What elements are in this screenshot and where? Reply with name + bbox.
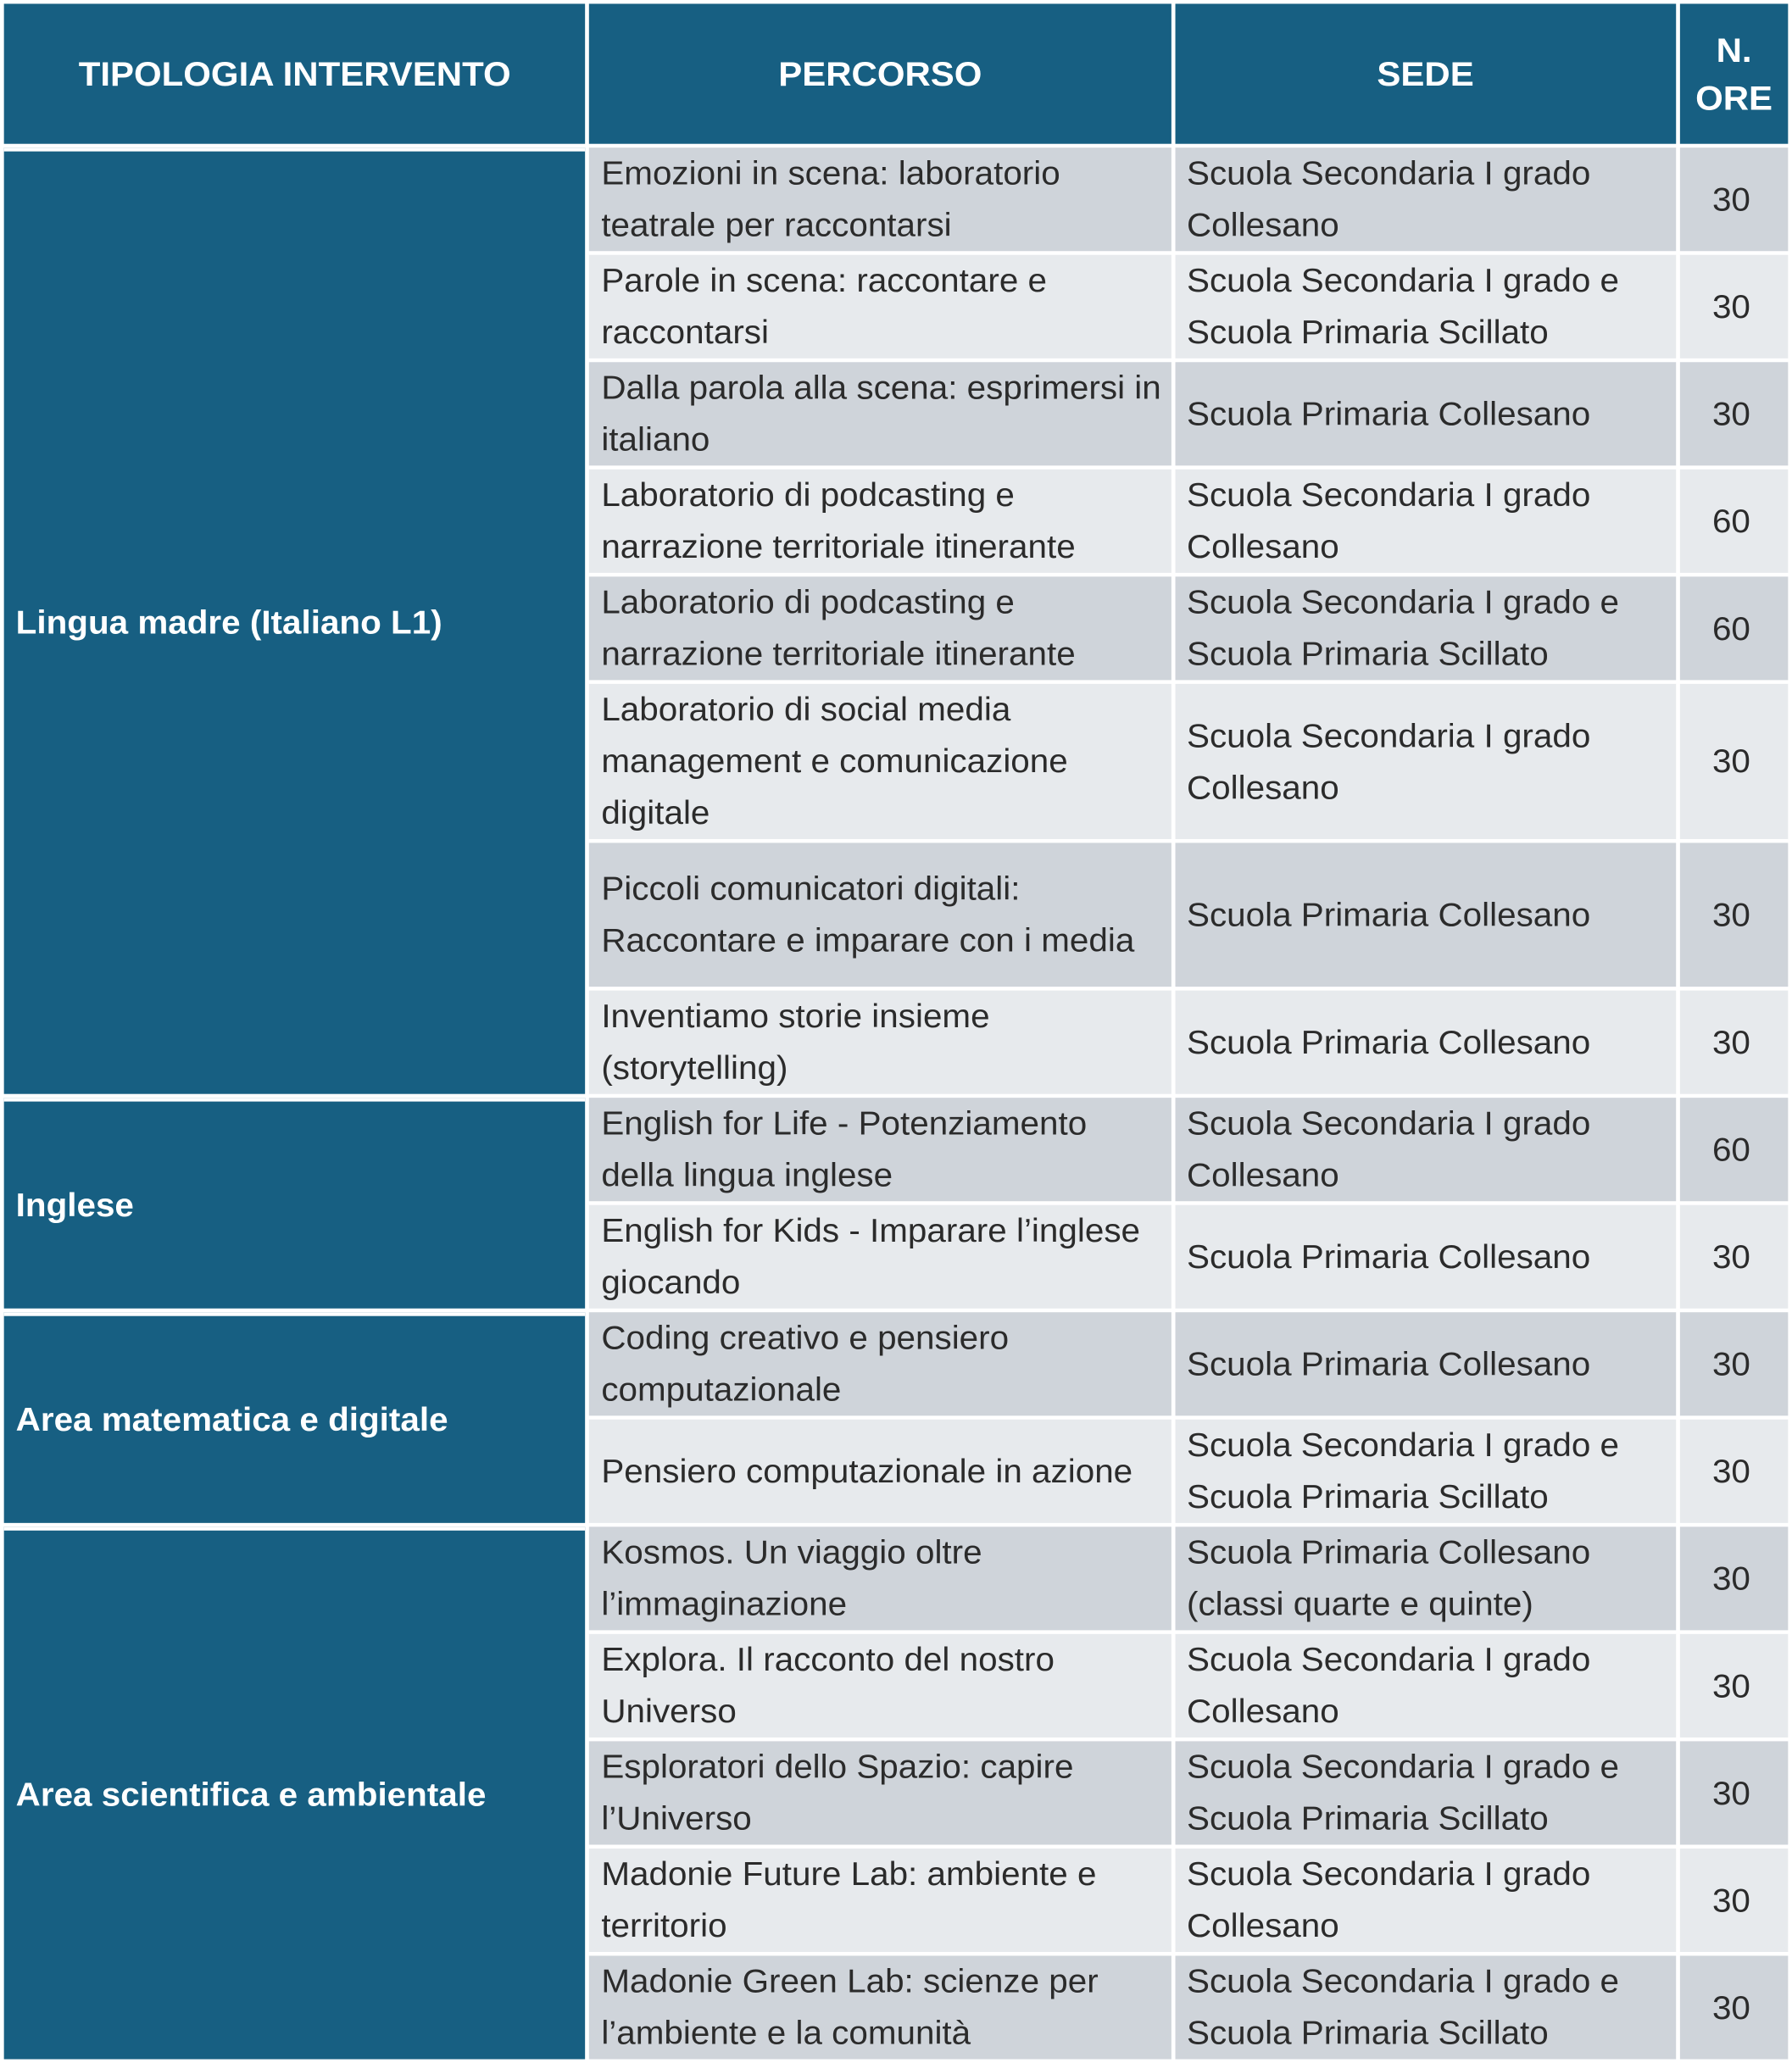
category-cell: Area scientifica e ambientale xyxy=(4,1526,586,2059)
ore-cell: 60 xyxy=(1680,576,1789,680)
sede-cell: Scuola Primaria Collesano xyxy=(1175,1312,1676,1415)
percorso-cell: Madonie Green Lab: scienze per l’ambiente e la comunità xyxy=(589,1955,1171,2059)
ore-cell: 30 xyxy=(1680,684,1789,839)
percorso-cell: Emozioni in scena: laboratorio teatrale per raccontarsi xyxy=(589,147,1171,251)
sede-cell: Scuola Primaria Collesano xyxy=(1175,842,1676,987)
sede-cell: Scuola Primaria Collesano xyxy=(1175,1205,1676,1309)
table-row xyxy=(4,1312,1789,1415)
header-percorso: PERCORSO xyxy=(589,3,1171,143)
ore-cell: 30 xyxy=(1680,842,1789,987)
percorso-cell: Laboratorio di podcasting e narrazione territoriale itinerante xyxy=(589,576,1171,680)
sede-cell: Scuola Secondaria I grado Collesano xyxy=(1175,1849,1676,1952)
sede-cell: Scuola Primaria Collesano xyxy=(1175,991,1676,1094)
table-row xyxy=(4,1098,1789,1201)
ore-cell: 30 xyxy=(1680,1634,1789,1738)
ore-cell: 30 xyxy=(1680,362,1789,465)
table-body xyxy=(4,147,1789,2059)
percorso-cell: Piccoli comunicatori digitali: Raccontare e imparare con i media xyxy=(589,842,1171,987)
sede-cell: Scuola Secondaria I grado Collesano xyxy=(1175,147,1676,251)
ore-cell: 30 xyxy=(1680,1955,1789,2059)
sede-cell: Scuola Secondaria I grado e Scuola Primaria Scillato xyxy=(1175,1955,1676,2059)
ore-cell: 30 xyxy=(1680,1205,1789,1309)
sede-cell: Scuola Secondaria I grado e Scuola Primaria Scillato xyxy=(1175,1741,1676,1844)
sede-cell: Scuola Secondaria I grado Collesano xyxy=(1175,1098,1676,1201)
sede-cell: Scuola Secondaria I grado e Scuola Primaria Scillato xyxy=(1175,1420,1676,1523)
percorso-cell: Dalla parola alla scena: esprimersi in italiano xyxy=(589,362,1171,465)
table-row xyxy=(4,1526,1789,1630)
percorso-cell: Coding creativo e pensiero computazionale xyxy=(589,1312,1171,1415)
ore-cell: 30 xyxy=(1680,1420,1789,1523)
ore-cell: 60 xyxy=(1680,1098,1789,1201)
sede-cell: Scuola Primaria Collesano xyxy=(1175,362,1676,465)
category-cell: Area matematica e digitale xyxy=(4,1312,586,1523)
header-row xyxy=(4,3,1789,143)
percorso-cell: Laboratorio di podcasting e narrazione territoriale itinerante xyxy=(589,470,1171,573)
percorso-cell: Esploratori dello Spazio: capire l’Universo xyxy=(589,1741,1171,1844)
sede-cell: Scuola Secondaria I grado e Scuola Primaria Scillato xyxy=(1175,576,1676,680)
sede-cell: Scuola Secondaria I grado Collesano xyxy=(1175,470,1676,573)
percorso-cell: English for Kids - Imparare l’inglese giocando xyxy=(589,1205,1171,1309)
percorso-cell: Parole in scena: raccontare e raccontarsi xyxy=(589,255,1171,359)
percorso-cell: English for Life - Potenziamento della lingua inglese xyxy=(589,1098,1171,1201)
ore-cell: 60 xyxy=(1680,470,1789,573)
ore-cell: 30 xyxy=(1680,991,1789,1094)
percorso-cell: Kosmos. Un viaggio oltre l’immaginazione xyxy=(589,1526,1171,1630)
header-tipologia: TIPOLOGIA INTERVENTO xyxy=(4,3,586,143)
sede-cell: Scuola Secondaria I grado Collesano xyxy=(1175,684,1676,839)
ore-cell: 30 xyxy=(1680,147,1789,251)
table-row xyxy=(4,147,1789,251)
percorso-cell: Explora. Il racconto del nostro Universo xyxy=(589,1634,1171,1738)
percorso-cell: Laboratorio di social media management e comunicazione digitale xyxy=(589,684,1171,839)
ore-cell: 30 xyxy=(1680,1312,1789,1415)
ore-cell: 30 xyxy=(1680,1849,1789,1952)
percorso-cell: Inventiamo storie insieme (storytelling) xyxy=(589,991,1171,1094)
header-ore-line1: N. xyxy=(1716,31,1752,70)
category-cell: Inglese xyxy=(4,1098,586,1309)
header-ore-line2: ORE xyxy=(1695,79,1773,117)
header-ore xyxy=(1680,3,1789,143)
ore-cell: 30 xyxy=(1680,1526,1789,1630)
category-cell: Lingua madre (Italiano L1) xyxy=(4,147,586,1094)
percorso-cell: Madonie Future Lab: ambiente e territorio xyxy=(589,1849,1171,1952)
sede-cell: Scuola Secondaria I grado e Scuola Primaria Scillato xyxy=(1175,255,1676,359)
ore-cell: 30 xyxy=(1680,255,1789,359)
sede-cell: Scuola Primaria Collesano (classi quarte e quinte) xyxy=(1175,1526,1676,1630)
header-sede: SEDE xyxy=(1175,3,1676,143)
percorso-cell: Pensiero computazionale in azione xyxy=(589,1420,1171,1523)
ore-cell: 30 xyxy=(1680,1741,1789,1844)
sede-cell: Scuola Secondaria I grado Collesano xyxy=(1175,1634,1676,1738)
